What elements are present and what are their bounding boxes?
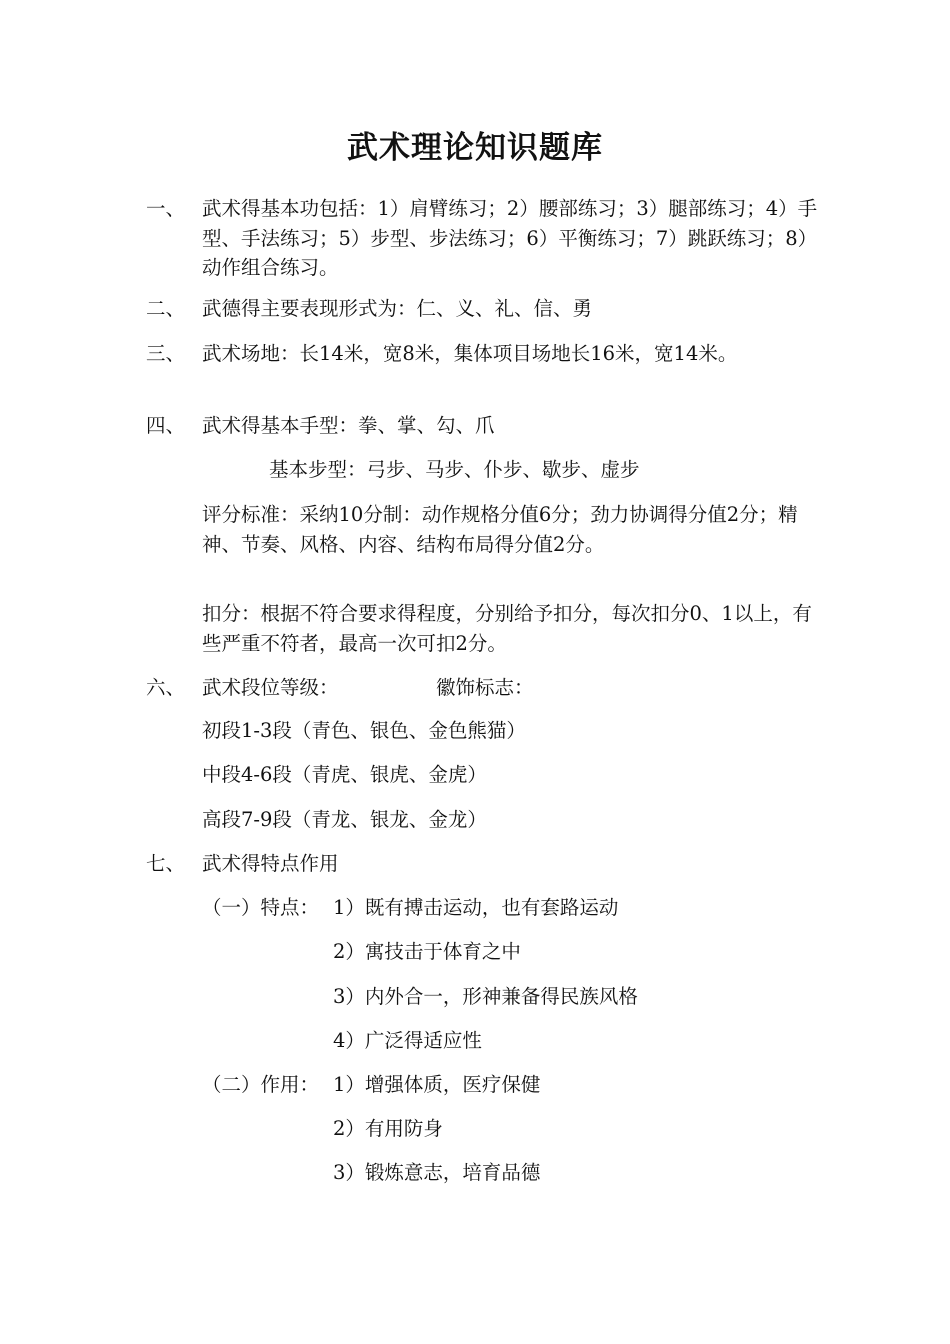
item-4-text: 武术得基本手型：拳、掌、勾、爪 bbox=[202, 414, 495, 437]
item-7-text: 武术得特点作用 bbox=[202, 852, 339, 875]
item-2-number: 二、 bbox=[146, 297, 186, 320]
item-3-number: 三、 bbox=[146, 342, 186, 365]
document-title: 武术理论知识题库 bbox=[347, 130, 603, 166]
feature-item: 2）寓技击于体育之中 bbox=[333, 940, 521, 963]
level-item: 初段1-3段（青色、银色、金色熊猫） bbox=[202, 719, 526, 742]
feature-item: 4）广泛得适应性 bbox=[333, 1029, 482, 1052]
item-6-badge-label: 徽饰标志： bbox=[436, 676, 534, 699]
item-1-number: 一、 bbox=[146, 197, 186, 220]
level-item: 中段4-6段（青虎、银虎、金虎） bbox=[202, 763, 487, 786]
item-6-text: 武术段位等级： bbox=[202, 676, 339, 699]
item-3-text: 武术场地：长14米，宽8米，集体项目场地长16米，宽14米。 bbox=[202, 342, 738, 365]
scoring-standard-text: 评分标准：采纳10分制：动作规格分值6分；劲力协调得分值2分；精神、节奏、风格、内容、结构布局得分值2分。 bbox=[202, 503, 798, 556]
item-6-number: 六、 bbox=[146, 676, 186, 699]
item-1-text: 武术得基本功包括：1）肩臂练习；2）腰部练习；3）腿部练习；4）手型、手法练习；5）步型、步法练习；6）平衡练习；7）跳跃练习；8）动作组合练习。 bbox=[202, 197, 818, 279]
deduction-text: 扣分：根据不符合要求得程度，分别给予扣分，每次扣分0、1以上，有些严重不符者，最高一次可扣2分。 bbox=[202, 602, 812, 655]
function-item: 2）有用防身 bbox=[333, 1117, 443, 1140]
feature-item: 3）内外合一，形神兼备得民族风格 bbox=[333, 985, 638, 1008]
item-7-number: 七、 bbox=[146, 852, 186, 875]
level-item: 高段7-9段（青龙、银龙、金龙） bbox=[202, 808, 487, 831]
features-label: （一）特点： bbox=[202, 896, 320, 919]
item-4-subtext: 基本步型：弓步、马步、仆步、歇步、虚步 bbox=[269, 458, 640, 481]
item-2-text: 武德得主要表现形式为：仁、义、礼、信、勇 bbox=[202, 297, 593, 320]
feature-item: 1）既有搏击运动，也有套路运动 bbox=[333, 896, 619, 919]
function-item: 1）增强体质，医疗保健 bbox=[333, 1073, 541, 1096]
functions-label: （二）作用： bbox=[202, 1073, 320, 1096]
function-item: 3）锻炼意志，培育品德 bbox=[333, 1161, 541, 1184]
item-4-number: 四、 bbox=[146, 414, 186, 437]
